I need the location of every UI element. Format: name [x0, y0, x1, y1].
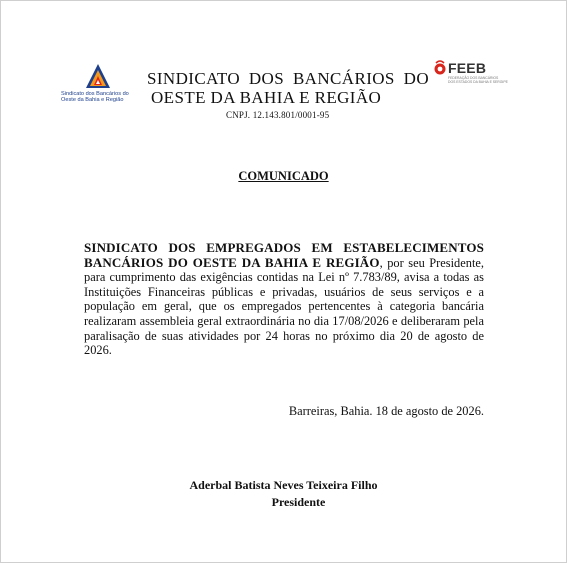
union-logo: [61, 63, 141, 109]
federation-logo: [433, 59, 508, 89]
signature-block: [1, 477, 566, 511]
union-logo-text: [61, 91, 141, 104]
federation-logo-subtitle-line2: DOS ESTADOS DA BAHIA E SERGIPE: [448, 80, 508, 84]
signer-name: Aderbal Batista Neves Teixeira Filho: [189, 478, 378, 492]
federation-logo-name: FEEB: [448, 60, 487, 76]
document-heading: COMUNICADO: [238, 169, 329, 183]
notice-body-organization: SINDICATO DOS EMPREGADOS EM ESTABELECIMENTOS BANCÁRIOS DO OESTE DA BAHIA E REGIÃO: [84, 240, 484, 270]
federation-logo-subtitle-line1: FEDERAÇÃO DOS BANCÁRIOS: [448, 76, 499, 80]
federation-logo-subtitle: [448, 76, 508, 84]
organization-name: [147, 69, 429, 107]
union-logo-text-line1: Sindicato dos Bancários do: [61, 91, 129, 97]
feeb-logo-icon: [433, 59, 447, 77]
organization-name-line2: OESTE DA BAHIA E REGIÃO: [151, 88, 382, 107]
triangle-logo-icon: [85, 63, 111, 89]
notice-body-text: , por seu Presidente, para cumprimento das exigências contidas na Lei nº 7.783/89, avisa a todas as Instituições Financeiras públicas e privadas, usuários de seus serviços e a população em geral, que os empregados pertencentes à categoria bancária realizaram assembleia geral extraordinária no dia 17/08/2026 e deliberaram pela paralisação de suas atividades por 24 horas no próximo dia 20 de agosto de 2026.: [84, 255, 484, 358]
organization-name-line1: SINDICATO DOS BANCÁRIOS DO: [147, 69, 429, 88]
notice-body: [84, 241, 484, 358]
signer-role: Presidente: [271, 495, 326, 509]
place-date: Barreiras, Bahia. 18 de agosto de 2026.: [288, 404, 484, 418]
union-logo-text-line2: Oeste da Bahia e Região: [61, 97, 124, 104]
cnpj-number: CNPJ. 12.143.801/0001-95: [226, 110, 330, 120]
